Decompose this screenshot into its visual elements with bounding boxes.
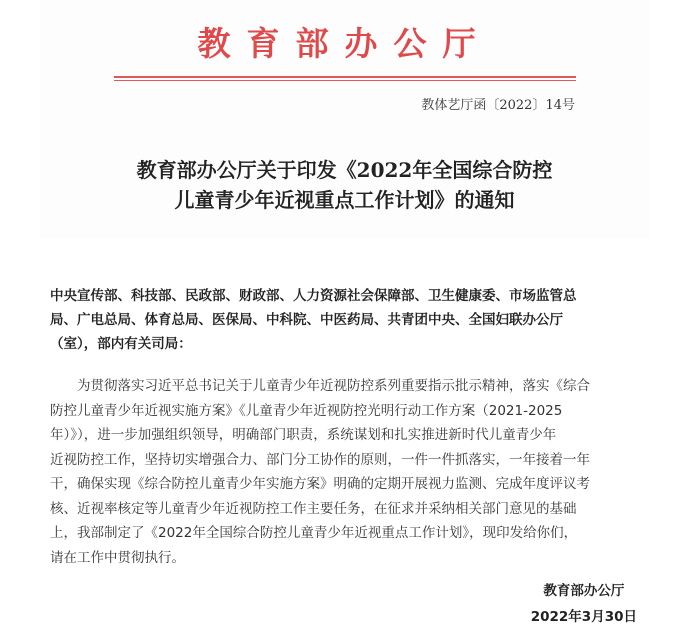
addressees-line: 局、广电总局、体育总局、医保局、中科院、中医药局、共青团中央、全国妇联办公厅 (50, 312, 563, 328)
letterhead-divider-thin (114, 80, 576, 81)
signature-date: 2022年3月30日 (530, 609, 637, 625)
letterhead-organization: 教育部办公厅 (197, 24, 492, 63)
body-paragraph (50, 374, 680, 570)
body-line: 近视防控工作，坚持切实增强合力、部门分工协作的原则，一件一件抓落实，一年接着一年 (50, 451, 590, 468)
body-line: 防控儿童青少年近视实施方案》《儿童青少年近视防控光明行动工作方案（2021-2025 (50, 402, 563, 419)
signature-block (531, 578, 637, 630)
addressees-line: （室），部内有关司局： (50, 336, 192, 352)
document-title-line-1: 教育部办公厅关于印发《2022年全国综合防控 (136, 158, 553, 182)
body-line: 请在工作中贯彻执行。 (50, 549, 185, 566)
document-title-line-2: 儿童青少年近视重点工作计划》的通知 (174, 188, 515, 212)
body-line: 干，确保实现《综合防控儿童青少年实施方案》明确的定期开展视力监测、完成年度评议考 (50, 476, 590, 492)
body-line: 年）》），进一步加强组织领导，明确部门职责，系统谋划和扎实推进新时代儿童青少年 (50, 427, 557, 443)
body-line: 为贯彻落实习近平总书记关于儿童青少年近视防控系列重要指示批示精神，落实《综合 (50, 378, 590, 394)
signature-issuer: 教育部办公厅 (543, 583, 625, 599)
body-line: 核、近视率核定等儿童青少年近视防控工作主要任务，在征求并采纳相关部门意见的基础 (50, 500, 577, 517)
document-number: 教体艺厅函〔2022〕14号 (421, 98, 575, 113)
addressees (50, 284, 680, 356)
letterhead-divider (114, 76, 576, 78)
body-line: 上，我部制定了《2022年全国综合防控儿童青少年近视重点工作计划》，现印发给你们， (50, 525, 578, 541)
addressees-line: 中央宣传部、科技部、民政部、财政部、人力资源社会保障部、卫生健康委、市场监管总 (50, 288, 577, 304)
